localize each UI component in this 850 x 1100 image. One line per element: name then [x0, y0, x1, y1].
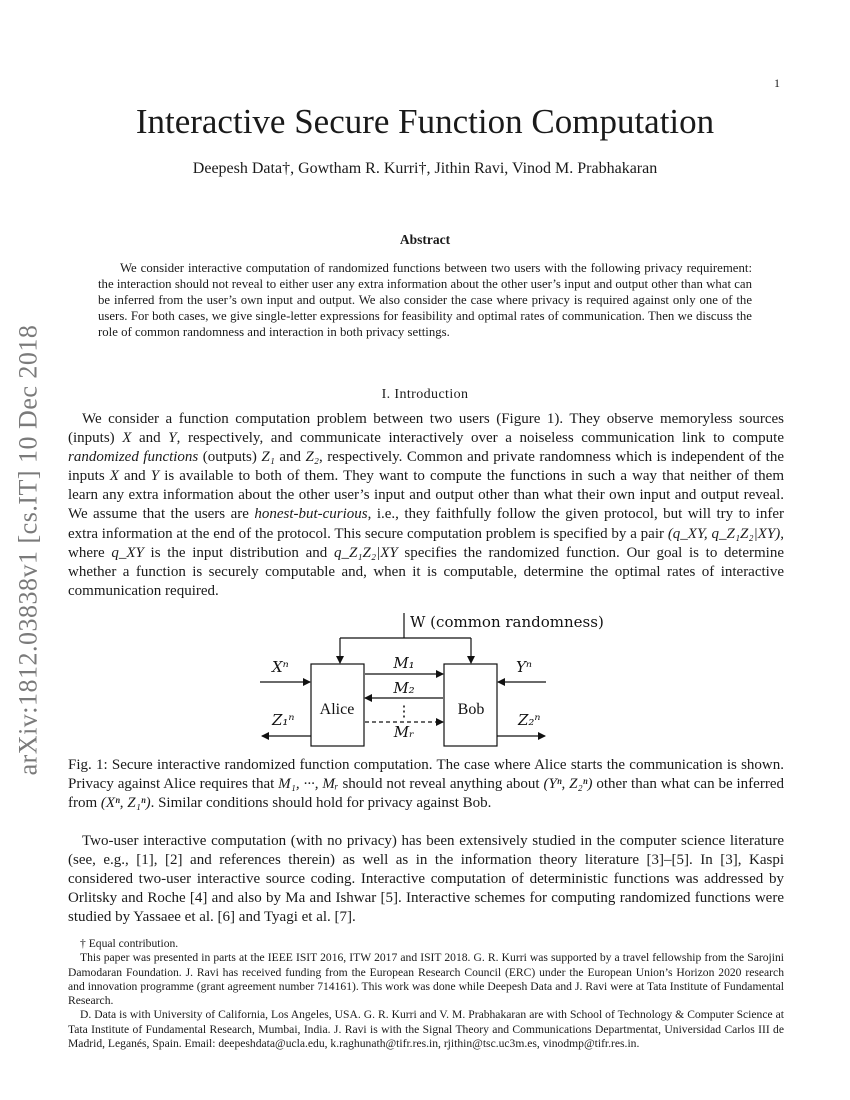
m1-label: M₁	[393, 654, 415, 672]
w-common-randomness-label: W (common randomness)	[410, 613, 604, 631]
abstract-heading: Abstract	[399, 232, 451, 247]
mr-label: Mᵣ	[393, 723, 415, 741]
paper-title: Interactive Secure Function Computation	[135, 102, 715, 141]
footnote-affiliations: D. Data is with University of California, Los Angeles, USA. G. R. Kurri and V. M. Prabhakaran are with School of Technology & Computer Science at Tata Institute of Fundamental Research, Mumbai, India. J. Ravi is with the Signal Theory and Communications Departmentat, Universidad Carlos III de Madrid, Leganés, Spain. Email: deepeshdata@ucla.edu, k.raghunath@tifr.res.in, rjithin@tsc.uc3m.es, vinodmp@tifr.res.in.	[68, 1008, 784, 1051]
math-qz: q_Z₁Z₂|XY	[333, 544, 398, 561]
footnotes	[68, 937, 784, 1051]
emph-randomized-functions: randomized functions	[68, 449, 199, 466]
figure-1-diagram	[260, 605, 604, 750]
math-var-x: X	[122, 430, 132, 447]
figure-1-svg	[260, 605, 604, 750]
arxiv-identifier-text: arXiv:1812.03838v1 [cs.IT] 10 Dec 2018	[13, 324, 43, 776]
xn-label: Xⁿ	[272, 658, 289, 676]
math-pair: (q_XY, q_Z₁Z₂|XY)	[667, 525, 781, 542]
math-qxy: q_XY	[111, 544, 144, 561]
arxiv-identifier-stamp	[8, 310, 48, 790]
math-var-z2: Z₂	[305, 449, 319, 466]
math-var-z1: Z₁	[261, 449, 275, 466]
figure-1-caption: Fig. 1: Secure interactive randomized function computation. The case where Alice starts the communication is shown. Privacy against Alice requires that M₁, ···, Mᵣ should not reveal anything about (Yⁿ, Z₂ⁿ) other than what can be inferred from (Xⁿ, Z₁ⁿ). Similar conditions should hold for privacy against Bob.	[68, 757, 784, 812]
alice-label: Alice	[319, 701, 355, 718]
math-var-y: Y	[168, 430, 177, 447]
section-heading-introduction: I. Introduction	[381, 387, 469, 402]
math-yn-z2n: (Yⁿ, Z₂ⁿ)	[543, 776, 593, 793]
intro-paragraph-2: Two-user interactive computation (with no privacy) has been extensively studied in the computer science literature (see, e.g., [1], [2] and references therein) as well as in the information theory literature [3]–[5]. In [3], Kaspi considered two-user interactive source coding. Interactive computation of deterministic functions was addressed by Orlitsky and Roche [4] and also by Ma and Ishwar [5]. Interactive schemes for computing randomized functions were studied by Yassaee et al. [6] and Tyagi et al. [7].	[68, 833, 784, 926]
author-list: Deepesh Data†, Gowtham R. Kurri†, Jithin Ravi, Vinod M. Prabhakaran	[192, 160, 658, 177]
m2-label: M₂	[393, 679, 415, 697]
intro-paragraph-1: We consider a function computation problem between two users (Figure 1). They observe memoryless sources (inputs) X and Y, respectively, and communicate interactively over a noiseless communication link to compute randomized functions (outputs) Z₁ and Z₂, respectively. Common and private randomness which is independent of the inputs X and Y is available to both of them. They want to compute the functions in such a way that neither of them learn any extra information about the other user’s input and output other than what their own input and output reveal. We assume that the users are honest-but-curious, i.e., they faithfully follow the given protocol, but will try to infer extra information at the end of the protocol. This secure computation problem is specified by a pair (q_XY, q_Z₁Z₂|XY), where q_XY is the input distribution and q_Z₁Z₂|XY specifies the randomized function. Our goal is to determine whether a function is securely computable and, when it is computable, determine the optimal rates of interactive communication required.	[68, 411, 785, 599]
yn-label: Yⁿ	[516, 658, 532, 676]
messages-ellipsis: ⋮	[396, 702, 412, 720]
abstract-body: We consider interactive computation of randomized functions between two users with the following privacy requirement: the interaction should not reveal to either user any extra information about the other user’s input and output other than what can be inferred from the user’s own input and output. We also consider the case where privacy is required against only one of the users. For both cases, we give single-letter expressions for feasibility and optimal rates of communication. Then we discuss the role of common randomness and interaction in both privacy settings.	[98, 261, 752, 339]
footnote-equal-contribution: † Equal contribution.	[80, 937, 179, 950]
z1n-label: Z₁ⁿ	[272, 711, 295, 729]
z2n-label: Z₂ⁿ	[518, 711, 541, 729]
bob-label: Bob	[457, 701, 485, 718]
page-number: 1	[774, 76, 780, 90]
emph-honest-but-curious: honest-but-curious	[254, 506, 368, 523]
footnote-funding: This paper was presented in parts at the IEEE ISIT 2016, ITW 2017 and ISIT 2018. G. R. Kurri was supported by a travel fellowship from the Sarojini Damodaran Foundation. J. Ravi has received funding from the European Research Council (ERC) under the European Union’s Horizon 2020 research and innovation programme (grant agreement number 714161). This work was done while Deepesh Data and J. Ravi were at Tata Institute of Fundamental Research.	[68, 951, 784, 1008]
math-message-sequence: M₁, ···, Mᵣ	[278, 776, 339, 793]
math-xn-z1n: (Xⁿ, Z₁ⁿ)	[100, 795, 151, 812]
